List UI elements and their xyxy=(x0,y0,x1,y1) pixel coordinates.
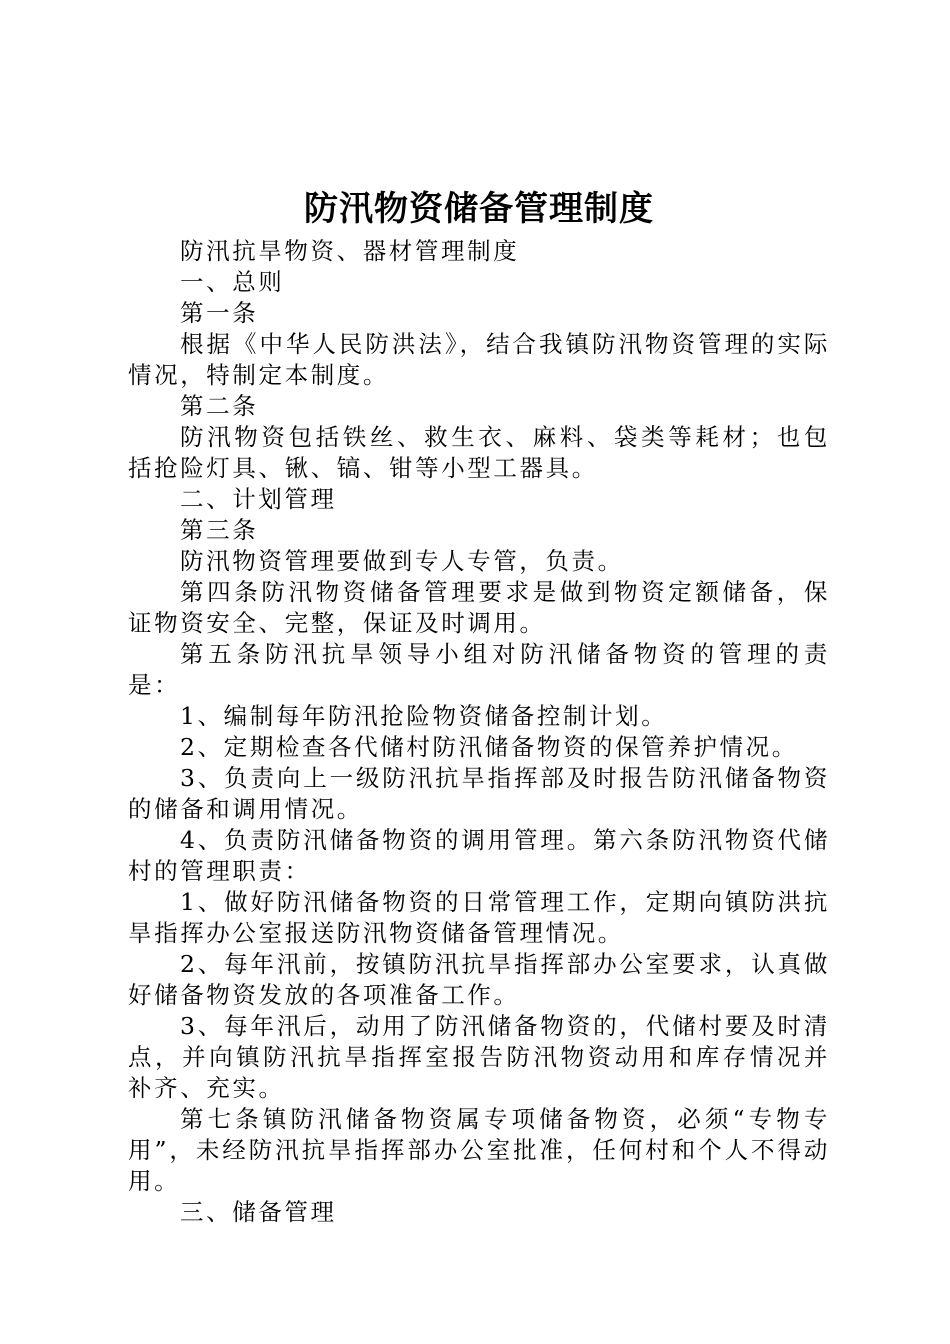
list-item: 3、每年汛后，动用了防汛储备物资的，代储村要及时清点，并向镇防汛抗旱指挥室报告防汛物资动用和库存情况并补齐、充实。 xyxy=(128,1012,830,1102)
paragraph: 第五条防汛抗旱领导小组对防汛储备物资的管理的责是： xyxy=(128,640,830,699)
list-item: 4、负责防汛储备物资的调用管理。第六条防汛物资代储村的管理职责： xyxy=(128,826,830,885)
list-item: 2、每年汛前，按镇防汛抗旱指挥部办公室要求，认真做好储备物资发放的各项准备工作。 xyxy=(128,950,830,1009)
section-heading: 二、计划管理 xyxy=(180,485,337,513)
article-heading: 第二条 xyxy=(180,392,259,420)
section-heading: 一、总则 xyxy=(180,268,285,296)
list-item: 1、编制每年防汛抢险物资储备控制计划。 xyxy=(180,702,668,730)
paragraph: 第四条防汛物资储备管理要求是做到物资定额储备，保证物资安全、完整，保证及时调用。 xyxy=(128,578,830,637)
paragraph: 防汛物资包括铁丝、救生衣、麻料、袋类等耗材；也包括抢险灯具、锹、镐、钳等小型工器具。 xyxy=(128,423,830,482)
article-heading: 第三条 xyxy=(180,516,259,544)
paragraph: 根据《中华人民防洪法》，结合我镇防汛物资管理的实际情况，特制定本制度。 xyxy=(128,330,830,389)
article-heading: 第一条 xyxy=(180,299,259,327)
section-heading: 三、储备管理 xyxy=(180,1198,337,1226)
list-item: 2、定期检查各代储村防汛储备物资的保管养护情况。 xyxy=(180,733,798,761)
paragraph: 防汛物资管理要做到专人专管，负责。 xyxy=(180,547,624,575)
paragraph: 防汛抗旱物资、器材管理制度 xyxy=(180,237,520,265)
list-item: 1、做好防汛储备物资的日常管理工作，定期向镇防洪抗旱指挥办公室报送防汛物资储备管理情况。 xyxy=(128,888,830,947)
paragraph: 第七条镇防汛储备物资属专项储备物资，必须“专物专用”，未经防汛抗旱指挥部办公室批准，任何村和个人不得动用。 xyxy=(128,1105,830,1195)
document-title: 防汛物资储备管理制度 xyxy=(304,189,654,229)
list-item: 3、负责向上一级防汛抗旱指挥部及时报告防汛储备物资的储备和调用情况。 xyxy=(128,764,830,823)
document-body xyxy=(128,236,830,1228)
